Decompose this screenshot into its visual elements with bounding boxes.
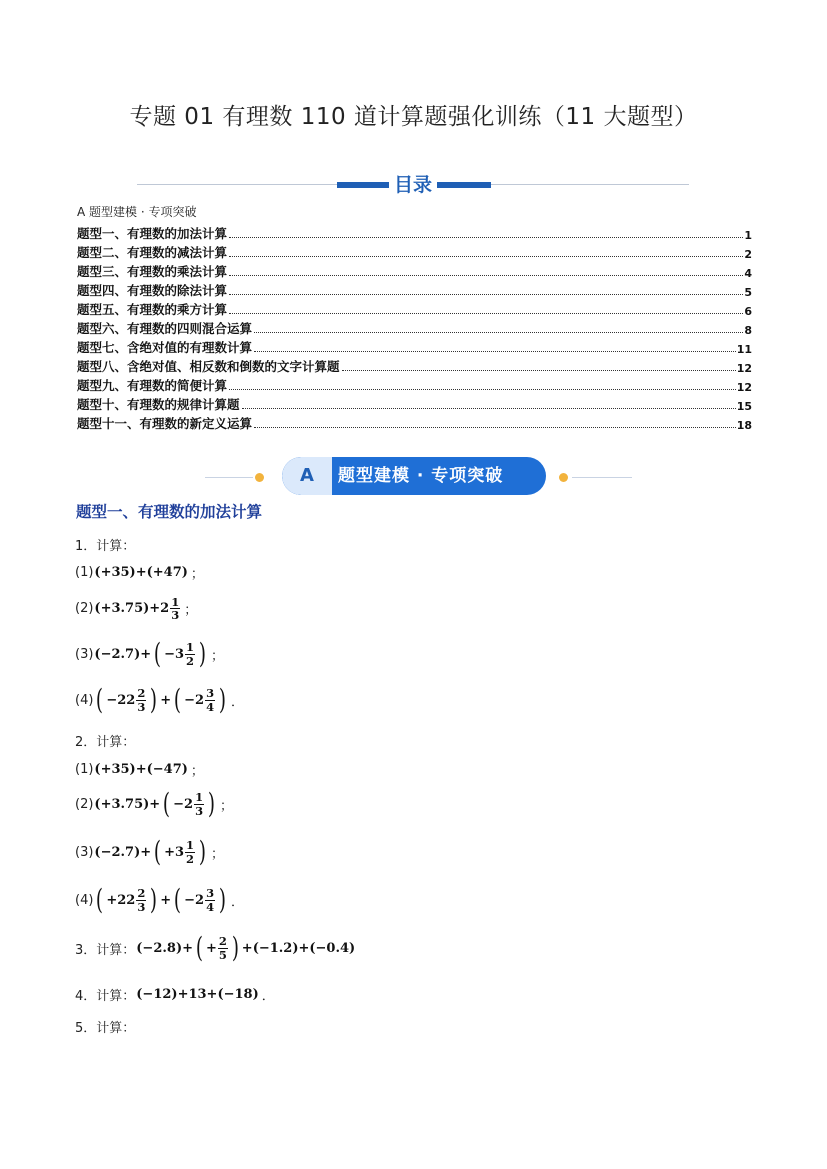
- toc-item[interactable]: [77, 280, 752, 299]
- denominator: 3: [137, 899, 146, 914]
- toc-item-page: 1: [744, 229, 752, 242]
- toc-item[interactable]: [77, 356, 752, 375]
- denominator: 3: [137, 699, 146, 714]
- toc-item-label: 题型五、有理数的乘方计算: [77, 302, 228, 317]
- sub-number: (1): [75, 565, 94, 580]
- fraction: [136, 887, 146, 912]
- toc-item-page: 6: [744, 305, 752, 318]
- toc-item-label: 题型七、含绝对值的有理数计算: [77, 340, 253, 355]
- right-paren: ): [219, 683, 227, 716]
- dot-leader: [229, 294, 743, 295]
- expression: (+35)+(−47): [94, 762, 188, 777]
- table-of-contents: [77, 223, 752, 432]
- right-paren: ): [219, 883, 227, 916]
- toc-item[interactable]: [77, 242, 752, 261]
- expression: (−2.7)+: [94, 646, 152, 662]
- sub-problem: [75, 787, 234, 820]
- toc-item[interactable]: [77, 223, 752, 242]
- toc-item-label: 题型三、有理数的乘法计算: [77, 264, 228, 279]
- fraction: [170, 596, 180, 621]
- dot-leader: [254, 427, 736, 428]
- numerator: 3: [206, 886, 215, 901]
- toc-heading: 目录: [393, 174, 432, 196]
- toc-item-page: 8: [744, 324, 752, 337]
- toc-item-page: 12: [736, 362, 752, 375]
- toc-item-label: 题型十、有理数的规律计算题: [77, 397, 240, 412]
- section-banner: [0, 455, 827, 495]
- right-paren: ): [207, 787, 216, 820]
- toc-item-label: 题型十一、有理数的新定义运算: [77, 416, 253, 431]
- dot-leader: [229, 256, 743, 257]
- sub-problem: [75, 563, 204, 582]
- problem: [75, 985, 275, 1004]
- right-paren: ): [150, 883, 158, 916]
- section-title: 题型一、有理数的加法计算: [76, 503, 263, 521]
- fraction: [205, 687, 215, 712]
- punctuation: ．: [231, 694, 245, 710]
- expression: +(−1.2)+(−0.4): [241, 940, 356, 956]
- punctuation: ．: [231, 894, 245, 910]
- left-paren: (: [96, 683, 104, 716]
- punctuation: ；: [184, 603, 198, 619]
- sub-number: (2): [75, 601, 94, 617]
- left-paren: (: [154, 835, 162, 868]
- numerator: 3: [206, 686, 215, 701]
- toc-item-label: 题型六、有理数的四则混合运算: [77, 321, 253, 336]
- whole-part: −2: [184, 892, 205, 908]
- expression: (−2.7)+: [94, 844, 152, 860]
- right-paren: ): [198, 835, 207, 868]
- banner-badge: A: [282, 457, 332, 495]
- expression: (+35)+(+47): [94, 565, 188, 580]
- divider: [205, 477, 253, 478]
- right-paren: ): [198, 637, 207, 670]
- left-paren: (: [96, 883, 104, 916]
- punctuation: ；: [210, 846, 224, 862]
- toc-item[interactable]: [77, 299, 752, 318]
- sub-number: (3): [75, 844, 94, 860]
- toc-item-label: 题型一、有理数的加法计算: [77, 226, 228, 241]
- banner-pill: [282, 457, 546, 495]
- punctuation: ；: [210, 648, 224, 664]
- left-paren: (: [154, 637, 162, 670]
- fraction: [185, 839, 195, 864]
- sub-number: (4): [75, 892, 94, 908]
- dot-ornament: [559, 473, 568, 482]
- dot-leader: [229, 275, 743, 276]
- toc-item-label: 题型八、含绝对值、相反数和倒数的文字计算题: [77, 359, 340, 374]
- right-paren: ): [150, 683, 158, 716]
- sub-problem: [75, 835, 224, 868]
- punctuation: ；: [190, 764, 204, 779]
- toc-item-label: 题型四、有理数的除法计算: [77, 283, 228, 298]
- denominator: 2: [186, 653, 195, 668]
- toc-item-label: 题型九、有理数的简便计算: [77, 378, 228, 393]
- sub-number: (4): [75, 692, 94, 708]
- expression: (−12)+13+(−18): [136, 987, 259, 1002]
- denominator: 2: [186, 851, 195, 866]
- toc-item-page: 11: [736, 343, 752, 356]
- toc-item[interactable]: [77, 261, 752, 280]
- fraction: [205, 887, 215, 912]
- denominator: 3: [195, 803, 204, 818]
- dot-leader: [229, 389, 736, 390]
- divider: [491, 184, 689, 185]
- sign: +: [205, 940, 217, 956]
- numerator: 1: [171, 595, 180, 609]
- numerator: 1: [186, 640, 195, 655]
- problem-label: 2．计算：: [75, 735, 136, 750]
- whole-part: −22: [106, 692, 136, 708]
- sub-problem: [75, 596, 197, 621]
- numerator: 1: [186, 838, 195, 853]
- sub-number: (3): [75, 646, 94, 662]
- dot-ornament: [255, 473, 264, 482]
- expression: (+3.75)+2: [94, 601, 170, 617]
- dot-leader: [242, 408, 736, 409]
- denominator: 4: [206, 899, 215, 914]
- denominator: 5: [218, 947, 227, 962]
- banner-text: 题型建模 · 专项突破: [338, 466, 504, 486]
- divider: [437, 182, 491, 188]
- problem: [75, 931, 356, 964]
- toc-header: [137, 170, 689, 198]
- toc-item-label: 题型二、有理数的减法计算: [77, 245, 228, 260]
- fraction: [218, 935, 228, 960]
- divider: [572, 477, 632, 478]
- denominator: 4: [206, 699, 215, 714]
- problem-label: 4．计算：: [75, 989, 136, 1004]
- numerator: 2: [137, 686, 146, 701]
- sub-problem: [75, 760, 204, 779]
- numerator: 2: [137, 886, 146, 901]
- toc-item[interactable]: [77, 394, 752, 413]
- dot-leader: [229, 237, 743, 238]
- expression: (+3.75)+: [94, 796, 161, 812]
- fraction: [194, 791, 204, 816]
- denominator: 3: [171, 608, 180, 623]
- toc-item[interactable]: [77, 337, 752, 356]
- problem-label: 5．计算：: [75, 1021, 136, 1036]
- sub-problem: [75, 637, 224, 670]
- toc-item-page: 15: [736, 400, 752, 413]
- punctuation: ；: [220, 798, 234, 814]
- toc-item[interactable]: [77, 413, 752, 432]
- punctuation: ．: [261, 989, 275, 1004]
- problem-label: 1．计算：: [75, 539, 136, 554]
- expression: (−2.8)+: [136, 940, 193, 956]
- whole-part: −3: [164, 646, 185, 662]
- dot-leader: [254, 332, 743, 333]
- left-paren: (: [163, 787, 171, 820]
- dot-leader: [342, 370, 736, 371]
- fraction: [185, 641, 195, 666]
- sub-problem: [75, 683, 245, 716]
- dot-leader: [229, 313, 743, 314]
- whole-part: −2: [184, 692, 205, 708]
- dot-leader: [254, 351, 736, 352]
- page-title: 专题 01 有理数 110 道计算题强化训练（11 大题型）: [129, 104, 698, 130]
- divider: [337, 182, 389, 188]
- toc-item-page: 12: [736, 381, 752, 394]
- sub-problem: [75, 883, 245, 916]
- plus-sign: +: [160, 892, 172, 908]
- numerator: 1: [195, 790, 204, 805]
- left-paren: (: [174, 883, 182, 916]
- toc-subheading: A 题型建模 · 专项突破: [77, 205, 197, 219]
- right-paren: ): [231, 931, 239, 964]
- numerator: 2: [218, 934, 227, 949]
- punctuation: ；: [190, 567, 204, 582]
- fraction: [136, 687, 146, 712]
- left-paren: (: [174, 683, 182, 716]
- toc-item[interactable]: [77, 318, 752, 337]
- divider: [137, 184, 337, 185]
- whole-part: −2: [173, 796, 194, 812]
- toc-item-page: 2: [744, 248, 752, 261]
- left-paren: (: [195, 931, 204, 964]
- sub-number: (2): [75, 796, 94, 812]
- whole-part: +3: [164, 844, 185, 860]
- plus-sign: +: [160, 692, 172, 708]
- toc-item-page: 18: [736, 419, 752, 432]
- problem-label: 3．计算：: [75, 942, 136, 958]
- toc-item[interactable]: [77, 375, 752, 394]
- whole-part: +22: [106, 892, 136, 908]
- sub-number: (1): [75, 762, 94, 777]
- toc-item-page: 5: [744, 286, 752, 299]
- toc-item-page: 4: [744, 267, 752, 280]
